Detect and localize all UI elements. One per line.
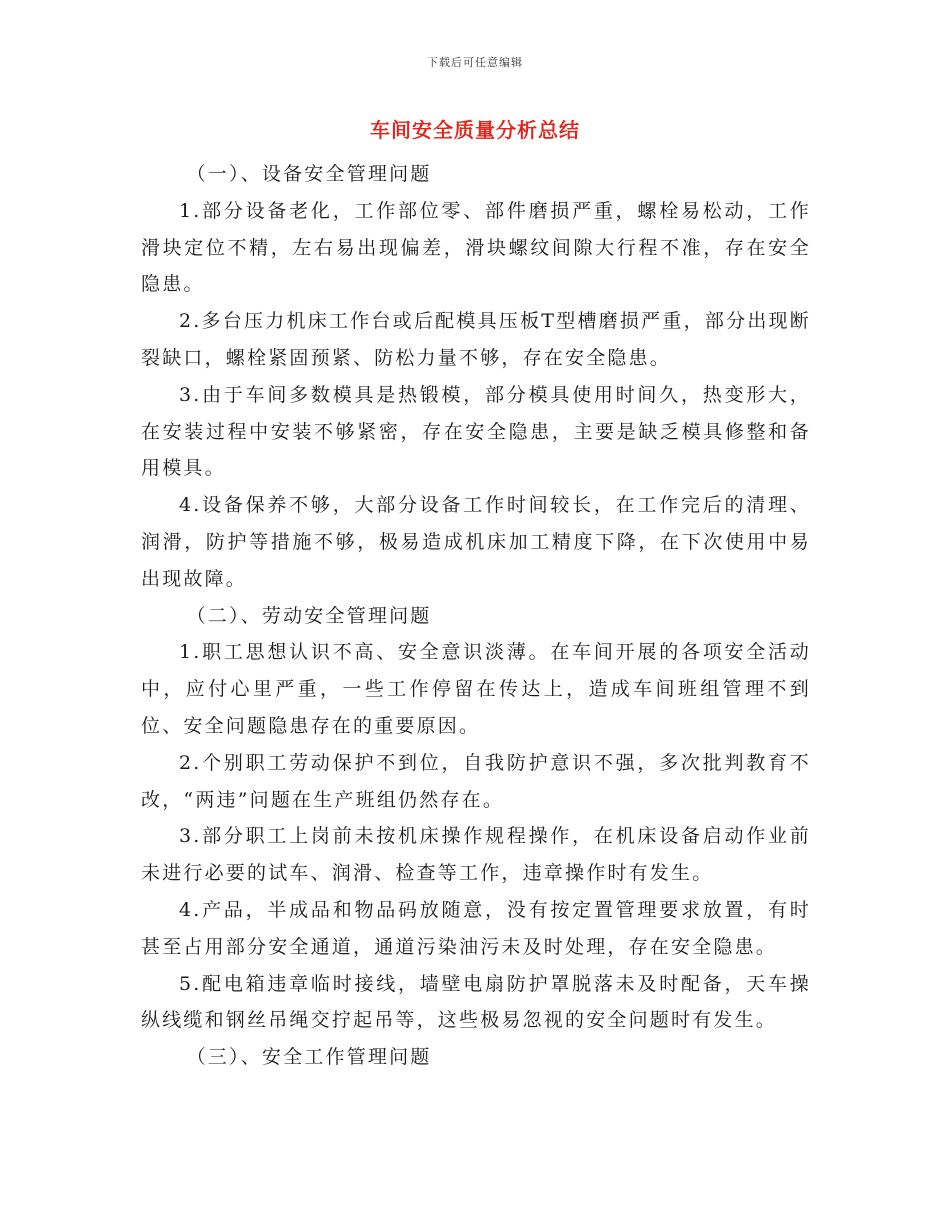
header-note: 下载后可任意编辑	[427, 56, 523, 69]
document-title: 车间安全质量分析总结	[370, 118, 580, 142]
paragraph: 2.多台压力机床工作台或后配模具压板T型槽磨损严重，部分出现断裂缺口，螺栓紧固预紧、防松力量不够，存在安全隐患。	[141, 310, 811, 369]
document-body	[141, 156, 811, 1076]
paragraph: 4.设备保养不够，大部分设备工作时间较长，在工作完后的清理、润滑，防护等措施不够，极易造成机床加工精度下降，在下次使用中易出现故障。	[141, 494, 811, 590]
paragraph: 3.部分职工上岗前未按机床操作规程操作，在机床设备启动作业前未进行必要的试车、润滑、检查等工作，违章操作时有发生。	[141, 825, 811, 885]
paragraph: 4.产品，半成品和物品码放随意，没有按定置管理要求放置，有时甚至占用部分安全通道，通道污染油污未及时处理，存在安全隐患。	[141, 898, 811, 958]
paragraph: 3.由于车间多数模具是热锻模，部分模具使用时间久，热变形大，在安装过程中安装不够紧密，存在安全隐患，主要是缺乏模具修整和备用模具。	[141, 383, 811, 480]
section-heading: （三）、安全工作管理问题	[186, 1046, 432, 1069]
paragraph: 1.部分设备老化，工作部位零、部件磨损严重，螺栓易松动，工作滑块定位不精，左右易出现偏差，滑块螺纹间隙大行程不准，存在安全隐患。	[141, 199, 811, 296]
paragraph: 5.配电箱违章临时接线，墙壁电扇防护罩脱落未及时配备，天车操纵线缆和钢丝吊绳交拧起吊等，这些极易忽视的安全问题时有发生。	[141, 972, 811, 1032]
section-heading: （一）、设备安全管理问题	[186, 163, 432, 185]
paragraph: 2.个别职工劳动保护不到位，自我防护意识不强，多次批判教育不改，“两违”问题在生产班组仍然存在。	[141, 751, 811, 811]
paragraph: 1.职工思想认识不高、安全意识淡薄。在车间开展的各项安全活动中，应付心里严重，一些工作停留在传达上，造成车间班组管理不到位、安全问题隐患存在的重要原因。	[141, 641, 811, 737]
section-heading: （二）、劳动安全管理问题	[186, 604, 432, 627]
